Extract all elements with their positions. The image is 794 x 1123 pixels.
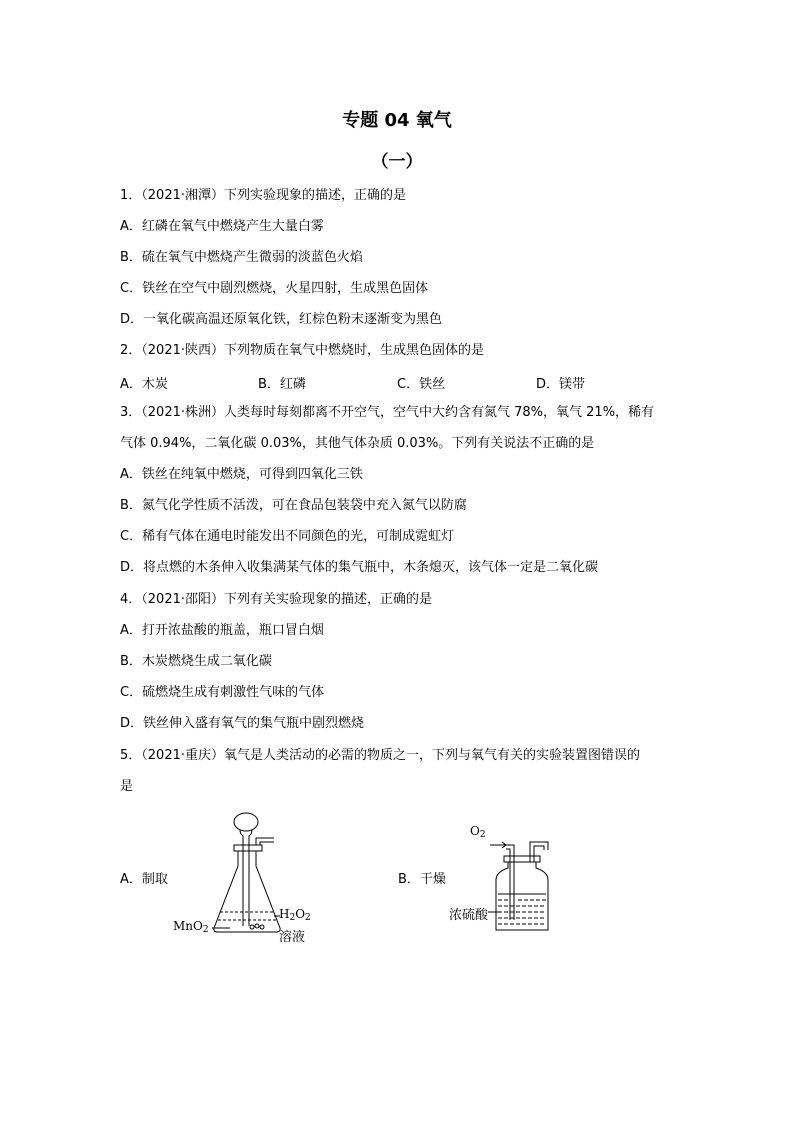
question-3-stem-line-2: 气体 0.94%，二氧化碳 0.03%，其他气体杂质 0.03%。下列有关说法不正确的是: [120, 436, 595, 451]
question-4-option-b: B．木炭燃烧生成二氧化碳: [120, 654, 272, 669]
question-2-option-d: D．镁带: [536, 377, 586, 392]
question-5-option-a: A．制取: [120, 872, 168, 887]
question-3-option-a: A．铁丝在纯氧中燃烧，可得到四氧化三铁: [120, 467, 363, 482]
section-heading: （一）: [371, 152, 423, 172]
question-1-option-a: A．红磷在氧气中燃烧产生大量白雾: [120, 219, 324, 234]
question-4-stem: 4．（2021·邵阳）下列有关实验现象的描述，正确的是: [120, 592, 432, 607]
question-3-option-d: D．将点燃的木条伸入收集满某气体的集气瓶中，木条熄灭，该气体一定是二氧化碳: [120, 560, 599, 575]
figure-a-label-mno2: MnO$_2$: [173, 919, 209, 935]
question-1-option-b: B．硫在氧气中燃烧产生微弱的淡蓝色火焰: [120, 250, 363, 265]
question-4-option-c: C．硫燃烧生成有刺激性气味的气体: [120, 685, 325, 700]
figure-a-label-solution: 溶液: [279, 930, 306, 945]
question-2-option-b: B．红磷: [258, 377, 306, 392]
figure-a-label-h2o2: $H_2O_2$: [279, 907, 311, 923]
figure-b-label-o2: $O_2$: [470, 824, 486, 840]
question-1-option-c: C．铁丝在空气中剧烈燃烧，火星四射，生成黑色固体: [120, 281, 429, 296]
question-1-stem: 1．（2021·湘潭）下列实验现象的描述，正确的是: [120, 188, 406, 203]
question-4-option-d: D．铁丝伸入盛有氧气的集气瓶中剧烈燃烧: [120, 716, 365, 731]
question-3-stem-line-1: 3．（2021·株洲）人类每时每刻都离不开空气，空气中大约含有氮气 78%，氧气 21%，稀有: [120, 405, 655, 420]
question-1-option-d: D．一氧化碳高温还原氧化铁，红棕色粉末逐渐变为黑色: [120, 312, 443, 327]
question-4-option-a: A．打开浓盐酸的瓶盖，瓶口冒白烟: [120, 623, 324, 638]
question-5-stem-line-2: 是: [120, 779, 134, 794]
page-title: 专题 04 氧气: [342, 110, 452, 131]
question-5-option-b: B．干燥: [398, 872, 446, 887]
question-3-option-b: B．氮气化学性质不活泼，可在食品包装袋中充入氮气以防腐: [120, 498, 467, 513]
question-5-stem-line-1: 5．（2021·重庆）氧气是人类活动的必需的物质之一，下列与氧气有关的实验装置图错误的: [120, 748, 640, 763]
question-3-option-c: C．稀有气体在通电时能发出不同颜色的光，可制成霓虹灯: [120, 529, 455, 544]
question-2-stem: 2．（2021·陕西）下列物质在氧气中燃烧时，生成黑色固体的是: [120, 343, 484, 358]
figure-b-label-concentrated-sulfuric-acid: 浓硫酸: [449, 908, 489, 923]
question-2-option-c: C．铁丝: [397, 377, 446, 392]
question-2-option-a: A．木炭: [120, 377, 168, 392]
